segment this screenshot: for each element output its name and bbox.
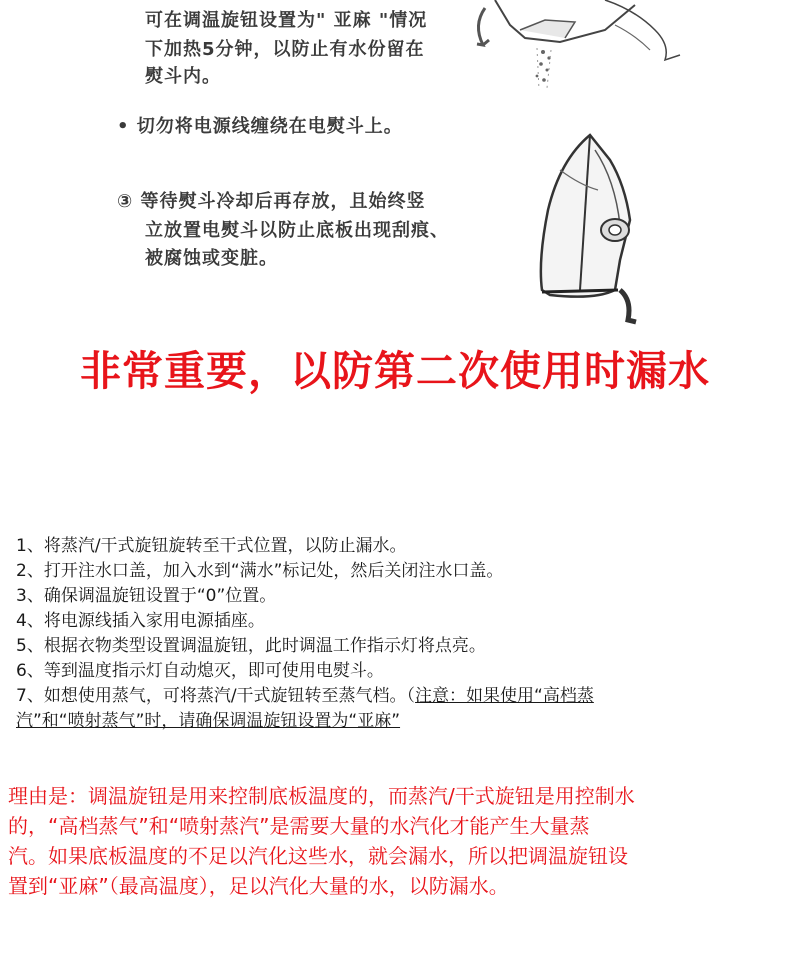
- step-7-lead: 7、如想使用蒸气，可将蒸汽/干式旋钮转至蒸气档。（: [16, 686, 416, 706]
- step-5: 5、根据衣物类型设置调温旋钮，此时调温工作指示灯将点亮。: [16, 636, 486, 656]
- reason-line-2: 的，“高档蒸气”和“喷射蒸汽”是需要大量的水汽化才能产生大量蒸: [8, 814, 590, 838]
- important-headline: 非常重要，以防第二次使用时漏水: [80, 347, 710, 395]
- reason-line-1: 理由是：调温旋钮是用来控制底板温度的，而蒸汽/干式旋钮是用控制水: [8, 784, 635, 808]
- step-4: 4、将电源线插入家用电源插座。: [16, 611, 265, 631]
- instruction-steps: [16, 534, 786, 734]
- scan-step3-line2: 立放置电熨斗以防止底板出现刮痕、: [145, 220, 449, 241]
- manual-scan: [0, 0, 790, 330]
- iron-standing-illustration: [520, 130, 650, 325]
- scan-step3-line1: ③ 等待熨斗冷却后再存放，且始终竖: [117, 191, 426, 212]
- step-7-continued: [16, 709, 786, 734]
- reason-line-3: 汽。如果底板温度的不足以汽化这些水，就会漏水，所以把调温旋钮设: [8, 844, 628, 868]
- scan-bullet-cord: • 切勿将电源线缠绕在电熨斗上。: [117, 116, 403, 137]
- step-7-note-part1: 注意：如果使用“高档蒸: [415, 686, 594, 706]
- reason-paragraph: [8, 781, 788, 901]
- step-6: 6、等到温度指示灯自动熄灭，即可使用电熨斗。: [16, 661, 384, 681]
- step-7: [16, 684, 786, 709]
- step-2: 2、打开注水口盖，加入水到“满水”标记处，然后关闭注水口盖。: [16, 561, 504, 581]
- scan-text-line3: 熨斗内。: [145, 66, 221, 87]
- scan-text-line2: 下加热5分钟，以防止有水份留在: [145, 39, 425, 60]
- scan-text-line1: 可在调温旋钮设置为" 亚麻 "情况: [145, 10, 428, 31]
- step-1: 1、将蒸汽/干式旋钮旋转至干式位置，以防止漏水。: [16, 536, 407, 556]
- scan-step3-line3: 被腐蚀或变脏。: [145, 248, 278, 269]
- step-7-note-part2: 汽”和“喷射蒸气”时，请确保调温旋钮设置为“亚麻”: [16, 711, 401, 731]
- iron-tilt-illustration: [465, 0, 685, 100]
- step-3: 3、确保调温旋钮设置于“0”位置。: [16, 586, 277, 606]
- reason-line-4: 置到“亚麻”（最高温度），足以汽化大量的水，以防漏水。: [8, 874, 509, 898]
